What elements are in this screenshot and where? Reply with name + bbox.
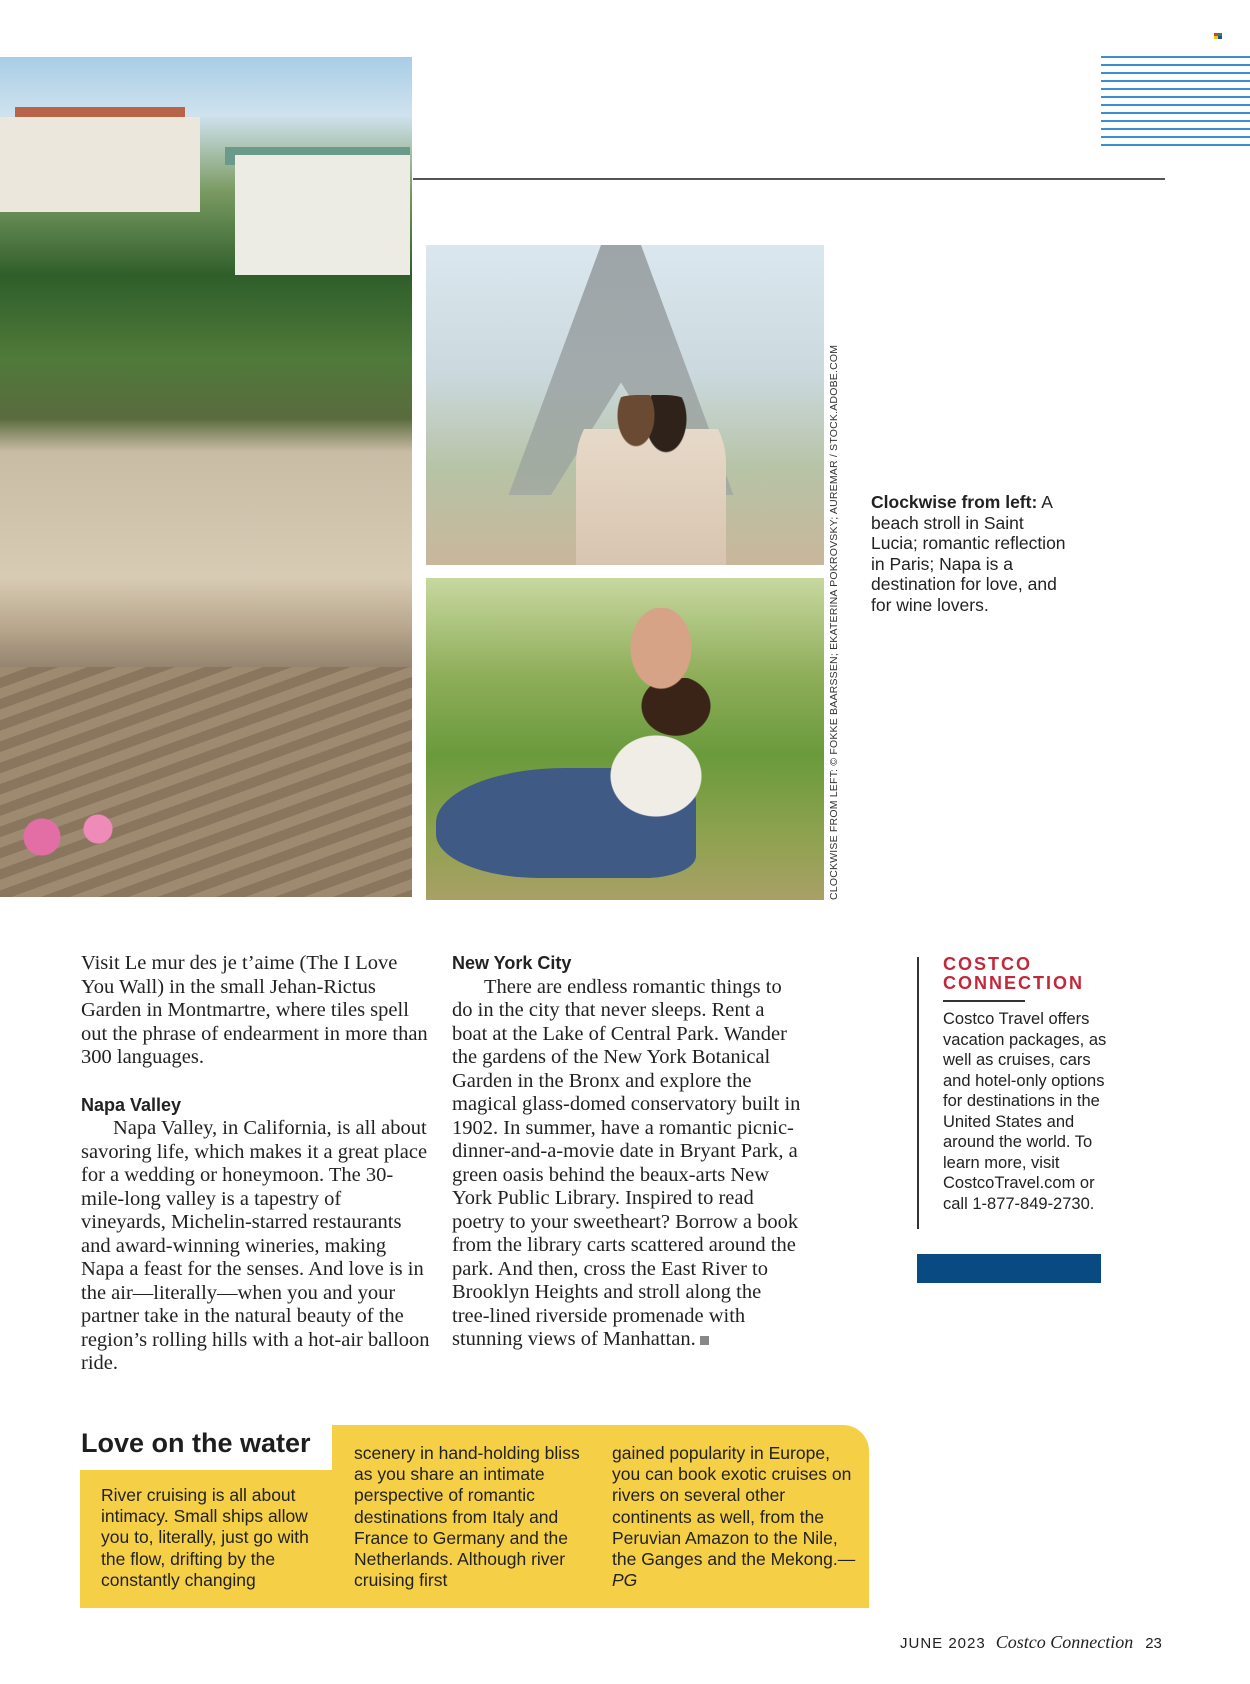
footer-magazine-name: Costco Connection bbox=[995, 1632, 1134, 1652]
sidebar-rule bbox=[917, 957, 919, 1229]
water-signature: —PG bbox=[612, 1549, 856, 1591]
caption-text: A beach stroll in Saint Lucia; romantic reflection in Paris; Napa is a destination for love, and for wine lovers. bbox=[871, 492, 1066, 615]
napa-paragraph: Napa Valley, in California, is all about savoring life, which makes it a great place for a wedding or honeymoon. The 30-mile-long valley is a tapestry of vineyards, Michelin-starred restaurants and award-winning wineries, making Napa a feast for the senses. And love is in the air—literally—when you and your partner take in the natural beauty of the region’s rolling hills with a hot-air balloon ride. bbox=[81, 1117, 430, 1374]
footer-issue-date: JUNE 2023 bbox=[900, 1635, 986, 1652]
caption-lead: Clockwise from left: bbox=[871, 492, 1038, 512]
water-title: Love on the water bbox=[81, 1428, 311, 1458]
article-column-1 bbox=[81, 952, 431, 1376]
sidebar-text: Costco Travel offers vacation packages, as well as cruises, cars and hotel-only options for destinations in the United States and around the world. To learn more, visit CostcoTravel.com or call 1-877-849-2730. bbox=[943, 1010, 1107, 1213]
paris-continued-paragraph: Visit Le mur des je t’aime (The I Love You Wall) in the small Jehan-Rictus Garden in Montmartre, where tiles spell out the phrase of endearment in more than 300 languages. bbox=[81, 952, 428, 1068]
photo-credit: CLOCKWISE FROM LEFT: © FOKKE BAARSSEN; EKATERINA POKROVSKY; AUREMAR / STOCK.ADOBE.COM bbox=[828, 344, 840, 900]
napa-heading: Napa Valley bbox=[81, 1094, 182, 1115]
end-mark-icon bbox=[700, 1336, 709, 1345]
sidebar-color-bar bbox=[917, 1254, 1101, 1283]
nyc-heading: New York City bbox=[452, 953, 572, 973]
sidebar-title-underline bbox=[943, 1000, 1025, 1002]
saint-lucia-beach-photo bbox=[0, 57, 412, 897]
header-rule bbox=[413, 178, 1165, 180]
water-column-3: gained popularity in Europe, you can book exotic cruises on rivers on several other continents as well, from the Peruvian Amazon to the Nile, the Ganges and the Mekong.—PG bbox=[612, 1443, 856, 1591]
sidebar-title: COSTCO CONNECTION bbox=[943, 954, 1084, 993]
decorative-stripes bbox=[1101, 56, 1250, 148]
photo-caption bbox=[871, 492, 1071, 615]
article-column-2 bbox=[452, 952, 802, 1352]
page-number: 23 bbox=[1145, 1635, 1162, 1652]
paris-eiffel-tower-couple-photo bbox=[426, 245, 824, 565]
water-column-2: scenery in hand-holding bliss as you share an intimate perspective of romantic destinations from Italy and France to Germany and the Netherlands. Although river cruising first bbox=[354, 1443, 580, 1591]
nyc-paragraph: There are endless romantic things to do in the city that never sleeps. Rent a boat at the Lake of Central Park. Wander the gardens of the New York Botanical Garden in the Bronx and explore the magical glass-domed conservatory built in 1902. In summer, have a romantic picnic-dinner-and-a-movie date in Bryant Park, a green oasis behind the beaux-arts New York Public Library. Inspired to read poetry to your sweetheart? Borrow a book from the library carts scattered around the park. And then, cross the East River to Brooklyn Heights and stroll along the tree-lined riverside promenade with stunning views of Manhattan. bbox=[452, 975, 801, 1350]
color-mark-icon bbox=[1214, 33, 1223, 40]
page-footer bbox=[900, 1632, 1162, 1653]
water-column-1: River cruising is all about intimacy. Small ships allow you to, literally, just go with the flow, drifting by the constantly changing bbox=[101, 1485, 309, 1590]
napa-vineyard-couple-photo bbox=[426, 578, 824, 900]
